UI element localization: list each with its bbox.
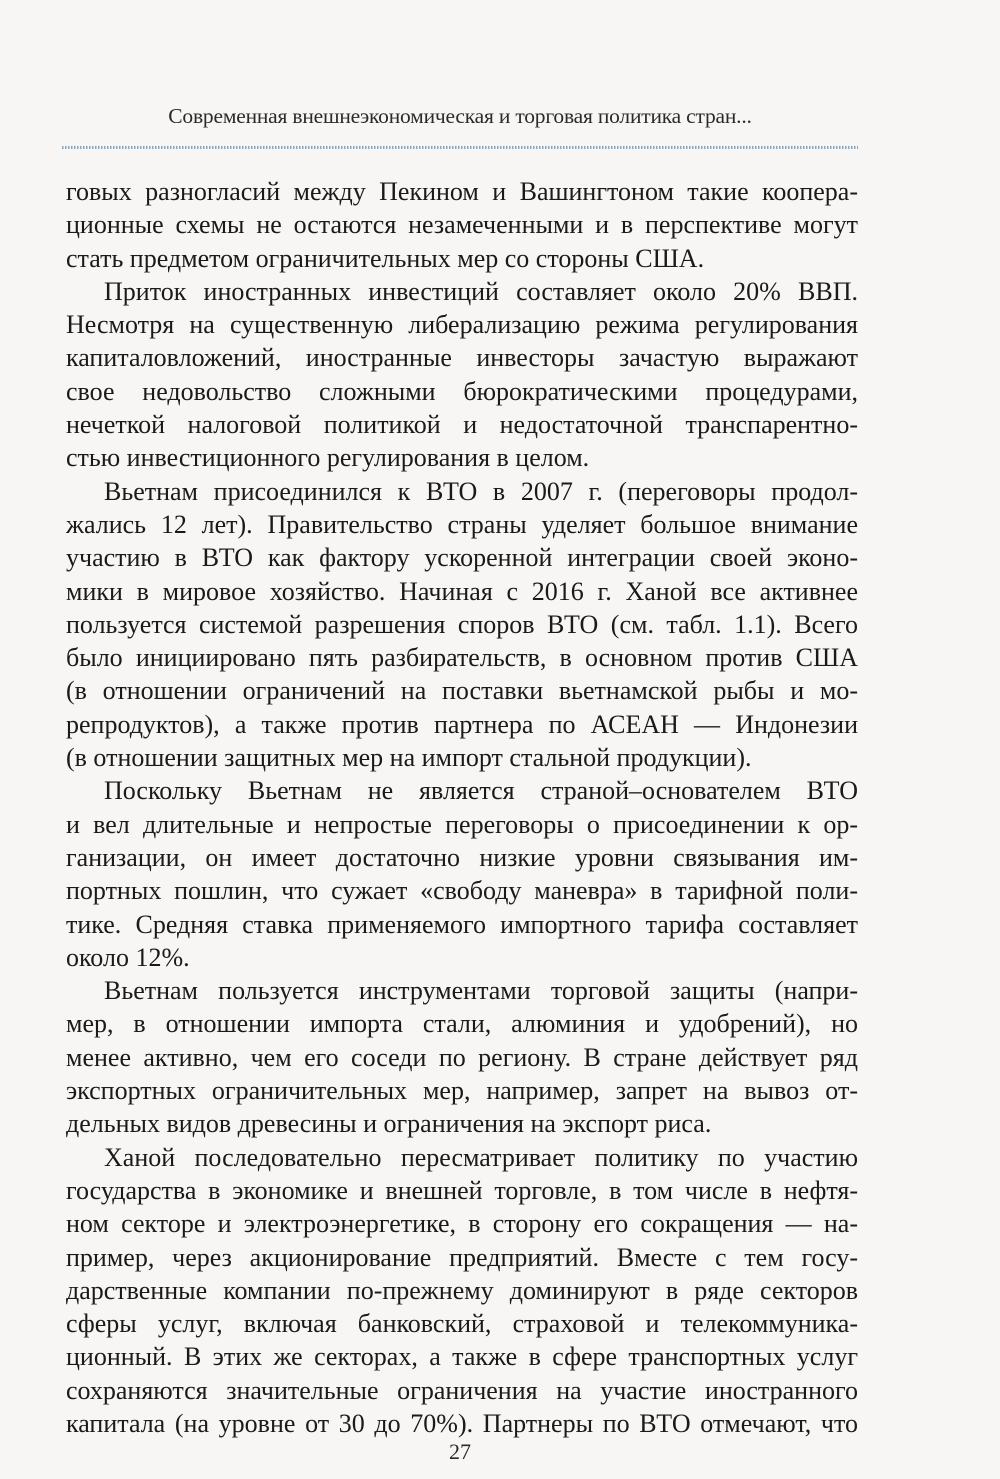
text-line: нечеткой налоговой политикой и недостаточной транспарентно- (66, 410, 858, 440)
page-number: 27 (449, 1439, 471, 1464)
text-line: Приток иностранных инвестиций составляет около 20% ВВП. (104, 276, 858, 306)
text-line: пример, через акционирование предприятий. Вместе с тем госу- (66, 1242, 858, 1272)
text-line: стать предметом ограничительных мер со стороны США. (66, 243, 705, 273)
text-line: Поскольку Вьетнам не является страной–основателем ВТО (104, 776, 858, 806)
text-line: пользуется системой разрешения споров ВТО (см. табл. 1.1). Всего (66, 609, 858, 639)
text-line: государства в экономике и внешней торговле, в том числе в нефтя- (66, 1175, 858, 1205)
text-line: капитала (на уровне от 30 до 70%). Партнеры по ВТО отмечают, что (66, 1408, 858, 1438)
text-line: тике. Средняя ставка применяемого импортного тарифа составляет (66, 909, 858, 939)
body-text (66, 175, 858, 1440)
text-line: жались 12 лет). Правительство страны уделяет большое внимание (66, 509, 858, 539)
text-line: Ханой последовательно пересматривает политику по участию (104, 1142, 858, 1172)
text-line: Несмотря на существенную либерализацию режима регулирования (66, 310, 858, 340)
text-line: (в отношении защитных мер на импорт стальной продукции). (66, 743, 752, 773)
text-line: стью инвестиционного регулирования в целом. (66, 443, 590, 473)
text-line: было инициировано пять разбирательств, в основном против США (66, 643, 858, 673)
text-line: свое недовольство сложными бюрократическими процедурами, (66, 376, 858, 406)
text-line: около 12%. (66, 942, 190, 972)
text-line: ционные схемы не остаются незамеченными и в перспективе могут (66, 210, 858, 240)
text-line: Вьетнам пользуется инструментами торговой защиты (напри- (104, 976, 858, 1006)
text-line: капиталовложений, иностранные инвесторы зачастую выражают (66, 343, 858, 373)
running-head-title: Современная внешнеэкономическая и торговая политика стран... (168, 104, 752, 128)
text-line: портных пошлин, что сужает «свободу маневра» в тарифной поли- (66, 876, 858, 906)
text-line: сохраняются значительные ограничения на участие иностранного (66, 1375, 858, 1405)
text-line: Вьетнам присоединился к ВТО в 2007 г. (переговоры продол- (104, 476, 858, 506)
text-line: ционный. В этих же секторах, а также в сфере транспортных услуг (66, 1342, 858, 1372)
text-line: мер, в отношении импорта стали, алюминия и удобрений), но (66, 1009, 858, 1039)
text-line: дельных видов древесины и ограничения на экспорт риса. (66, 1109, 712, 1139)
text-line: и вел длительные и непростые переговоры о присоединении к ор- (66, 809, 858, 839)
text-line: говых разногласий между Пекином и Вашингтоном такие коопера- (66, 177, 858, 206)
header-dotted-rule (62, 146, 858, 149)
text-line: сферы услуг, включая банковский, страховой и телекоммуника- (66, 1309, 858, 1339)
text-line: репродуктов), а также против партнера по АСЕАН — Индонезии (66, 709, 858, 739)
text-line: ном секторе и электроэнергетике, в сторону его сокращения — на- (66, 1209, 858, 1239)
text-line: (в отношении ограничений на поставки вьетнамской рыбы и мо- (66, 676, 858, 706)
text-line: дарственные компании по-прежнему доминируют в ряде секторов (66, 1275, 858, 1305)
text-line: менее активно, чем его соседи по региону. В стране действует ряд (66, 1042, 858, 1072)
text-line: экспортных ограничительных мер, например, запрет на вывоз от- (66, 1076, 858, 1106)
text-line: участию в ВТО как фактору ускоренной интеграции своей эконо- (66, 543, 858, 573)
text-line: ганизации, он имеет достаточно низкие уровни связывания им- (66, 842, 858, 872)
text-line: мики в мировое хозяйство. Начиная с 2016 г. Ханой все активнее (66, 576, 858, 606)
